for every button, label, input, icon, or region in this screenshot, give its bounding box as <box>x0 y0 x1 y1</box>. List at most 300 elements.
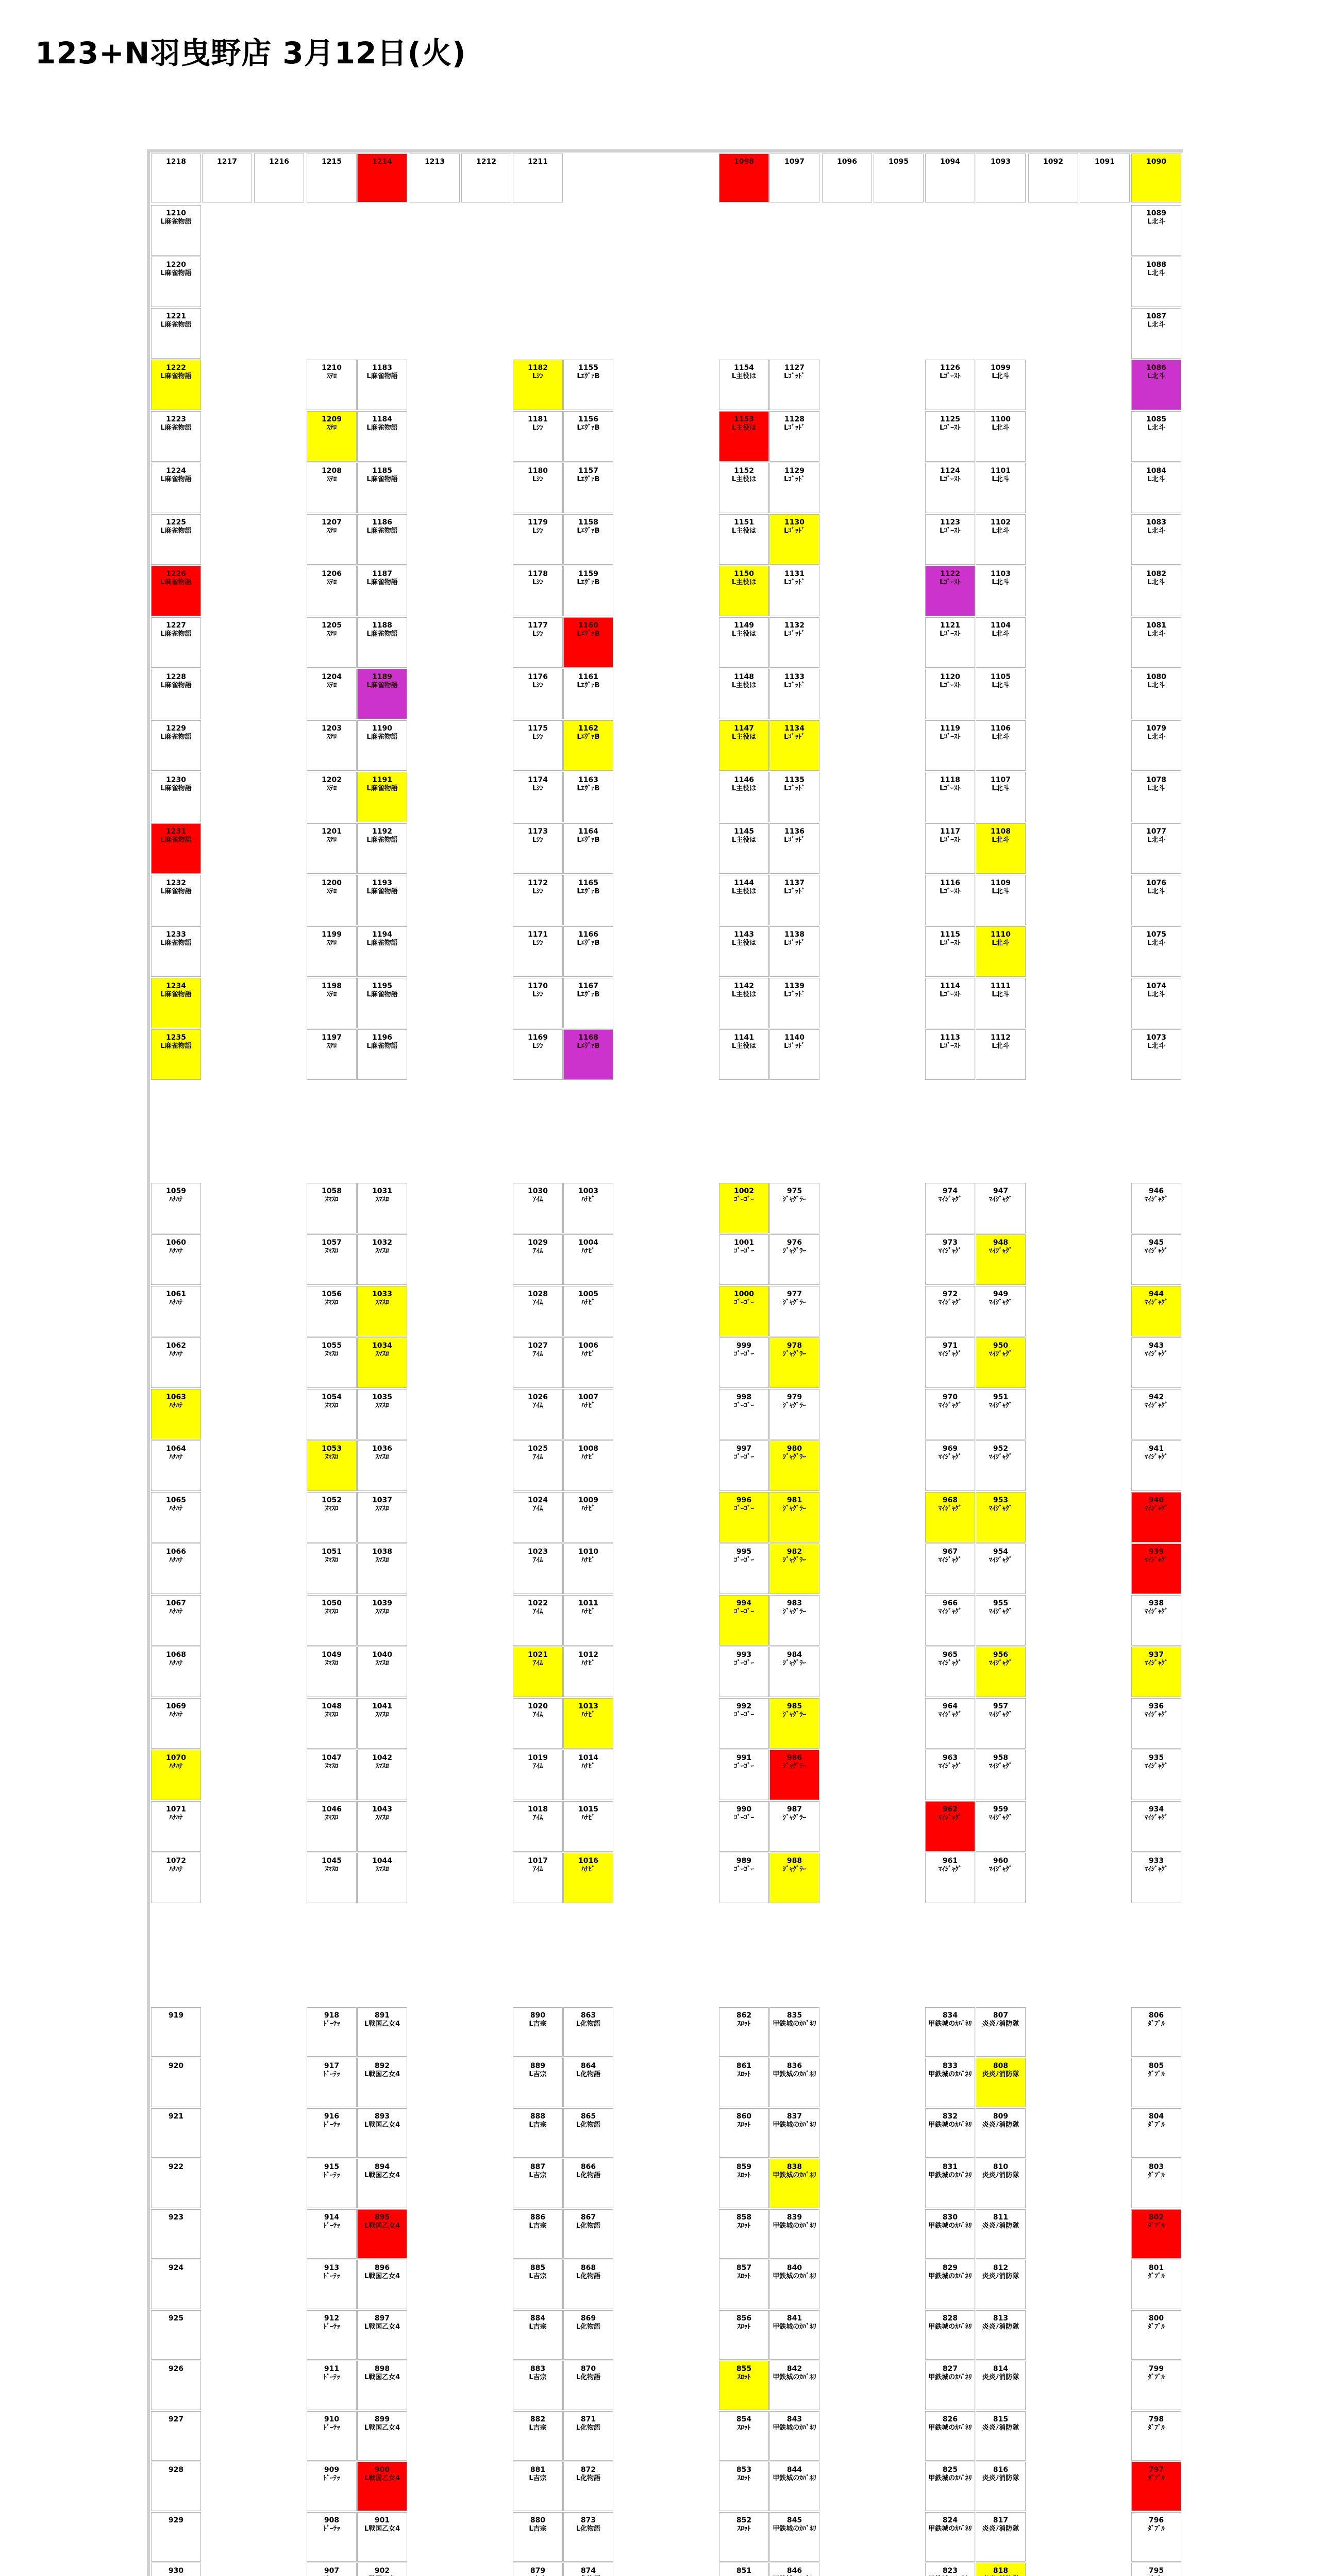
machine-cell <box>307 617 357 668</box>
machine-name: L北斗 <box>992 630 1010 638</box>
machine-number: 954 <box>993 1548 1009 1556</box>
machine-number: 830 <box>942 2213 958 2222</box>
machine-cell <box>822 154 872 202</box>
machine-cell <box>357 2411 407 2461</box>
machine-number: 956 <box>993 1651 1009 1659</box>
machine-cell <box>769 1647 819 1697</box>
machine-name: ｽﾏｽﾛ <box>325 1505 339 1513</box>
machine-name: ﾄﾞｰﾃｯ <box>323 2172 340 2179</box>
machine-number: 944 <box>1148 1290 1164 1298</box>
machine-name: ｺﾞｰｺﾞｰ <box>734 1711 754 1719</box>
machine-name: Lｺﾞｰｽﾄ <box>940 733 961 741</box>
machine-cell <box>563 2512 613 2562</box>
machine-cell <box>357 1389 407 1439</box>
machine-name: ｽﾏｽﾛ <box>325 1247 339 1255</box>
machine-number: 1081 <box>1146 621 1166 630</box>
machine-name: L麻雀物語 <box>160 424 192 432</box>
machine-name: ｽﾛｯﾄ <box>737 2020 751 2028</box>
machine-name: L化物語 <box>576 2424 601 2432</box>
machine-number: 1068 <box>166 1651 186 1659</box>
machine-number: 900 <box>374 2466 390 2474</box>
machine-cell <box>563 360 613 410</box>
machine-number: 1172 <box>528 879 548 887</box>
machine-cell <box>719 1595 769 1646</box>
machine-cell <box>1131 2310 1181 2360</box>
machine-number: 973 <box>942 1239 958 1247</box>
machine-name: ｽﾏｽﾛ <box>375 1866 389 1873</box>
machine-number: 801 <box>1148 2264 1164 2272</box>
machine-name: ｽﾏｽﾛ <box>375 1196 389 1204</box>
machine-cell <box>151 2563 201 2576</box>
machine-number: 1203 <box>322 724 342 733</box>
machine-number: 845 <box>786 2516 802 2524</box>
machine-name: L北斗 <box>1147 939 1165 947</box>
machine-cell <box>769 1029 819 1080</box>
machine-name: Lｺﾞｰｽﾄ <box>940 836 961 844</box>
machine-name: 甲鉄城のｶﾊﾞﾈﾘ <box>928 2172 972 2179</box>
machine-name: L麻雀物語 <box>160 888 192 895</box>
machine-cell <box>719 2108 769 2158</box>
machine-name: L北斗 <box>1147 630 1165 638</box>
machine-cell <box>357 360 407 410</box>
machine-name: ﾏｲｼﾞｬｸﾞ <box>1144 1453 1168 1461</box>
machine-number: 1050 <box>322 1599 342 1607</box>
machine-number: 1088 <box>1146 261 1166 269</box>
machine-name: L化物語 <box>576 2323 601 2331</box>
machine-number: 1155 <box>578 364 598 372</box>
machine-name: LｴｳﾞｧB <box>577 579 600 586</box>
machine-name: L主役は <box>731 939 757 947</box>
machine-name: LｴｳﾞｧB <box>577 424 600 432</box>
machine-name: ｱｲﾑ <box>532 1350 543 1358</box>
machine-number: 1102 <box>991 518 1011 527</box>
machine-name: ﾏｲｼﾞｬｸﾞ <box>1144 1556 1168 1564</box>
machine-name: ｺﾞｰｺﾞｰ <box>734 1402 754 1410</box>
machine-number: 1140 <box>784 1033 805 1042</box>
machine-name: 甲鉄城のｶﾊﾞﾈﾘ <box>928 2525 972 2533</box>
machine-number: 1090 <box>1146 158 1166 166</box>
machine-name: ﾏｲｼﾞｬｸﾞ <box>989 1556 1013 1564</box>
machine-number: 962 <box>942 1805 958 1814</box>
machine-cell <box>925 1440 975 1491</box>
machine-name: 甲鉄城のｶﾊﾞﾈﾘ <box>928 2222 972 2230</box>
machine-cell <box>925 2159 975 2208</box>
machine-name: ｱｲﾑ <box>532 1196 543 1204</box>
machine-name: ｽﾏｽﾛ <box>375 1299 389 1307</box>
machine-number: 855 <box>736 2365 752 2373</box>
machine-name: Lｺﾞｯﾄﾞ <box>784 733 805 741</box>
machine-number: 1114 <box>940 982 960 990</box>
machine-cell <box>357 2058 407 2107</box>
machine-name: 甲鉄城のｶﾊﾞﾈﾘ <box>773 2121 816 2129</box>
machine-number: 823 <box>942 2567 958 2575</box>
machine-name: L吉宗 <box>529 2172 547 2179</box>
machine-cell <box>976 1286 1026 1336</box>
machine-cell <box>563 2563 613 2576</box>
machine-number: 889 <box>530 2062 546 2070</box>
machine-cell <box>513 978 563 1028</box>
machine-number: 951 <box>993 1393 1009 1401</box>
machine-cell <box>769 2411 819 2461</box>
machine-number: 1024 <box>528 1496 548 1504</box>
machine-number: 1233 <box>166 930 186 939</box>
machine-number: 983 <box>786 1599 802 1607</box>
machine-number: 1060 <box>166 1239 186 1247</box>
machine-name: ﾀﾞﾌﾞﾙ <box>1148 2121 1165 2129</box>
machine-name: L北斗 <box>1147 785 1165 792</box>
machine-number: 891 <box>374 2011 390 2020</box>
machine-number: 1169 <box>528 1033 548 1042</box>
machine-name: ﾄﾞｰﾃｯ <box>323 2071 340 2078</box>
machine-name: L主役は <box>731 579 757 586</box>
machine-cell <box>769 2007 819 2057</box>
machine-name: 甲鉄城のｶﾊﾞﾈﾘ <box>773 2172 816 2179</box>
machine-number: 834 <box>942 2011 958 2020</box>
machine-name: ｽﾏｽﾛ <box>325 1556 339 1564</box>
machine-name: L麻雀物語 <box>366 476 398 483</box>
machine-cell <box>307 1440 357 1491</box>
machine-name: ｱｲﾑ <box>532 1453 543 1461</box>
machine-name: Lｺﾞｰｽﾄ <box>940 527 961 535</box>
machine-name: 炎炎ﾉ消防隊 <box>982 2374 1019 2381</box>
machine-cell <box>769 514 819 565</box>
machine-name: ｺﾞｰｺﾞｰ <box>734 1608 754 1616</box>
machine-cell <box>976 2310 1026 2360</box>
machine-number: 844 <box>786 2466 802 2474</box>
machine-cell <box>563 1698 613 1749</box>
machine-name: ｱｲﾑ <box>532 1762 543 1770</box>
machine-number: 911 <box>324 2365 340 2373</box>
machine-number: 1215 <box>322 158 342 166</box>
machine-number: 926 <box>168 2365 184 2373</box>
machine-cell <box>307 1389 357 1439</box>
machine-cell <box>513 1750 563 1800</box>
machine-name: ｼﾞｬｸﾞﾗｰ <box>782 1762 807 1770</box>
machine-number: 879 <box>530 2567 546 2575</box>
machine-cell <box>563 1440 613 1491</box>
machine-cell <box>151 257 201 307</box>
machine-number: 919 <box>168 2011 184 2020</box>
machine-number: 1039 <box>372 1599 392 1607</box>
machine-name: ﾀﾞﾌﾞﾙ <box>1148 2071 1165 2078</box>
machine-name: ﾄﾞｰﾃｯ <box>323 2424 340 2432</box>
machine-number: 838 <box>786 2163 802 2171</box>
machine-number: 1064 <box>166 1445 186 1453</box>
machine-name: ﾊﾅﾊﾅ <box>169 1814 183 1822</box>
machine-number: 1124 <box>940 467 960 475</box>
machine-cell <box>769 823 819 874</box>
machine-number: 1224 <box>166 467 186 475</box>
machine-cell <box>976 2260 1026 2309</box>
machine-number: 991 <box>736 1754 752 1762</box>
machine-number: 908 <box>324 2516 340 2524</box>
machine-number: 950 <box>993 1342 1009 1350</box>
machine-name: ｱｲﾑ <box>532 1814 543 1822</box>
machine-number: 1063 <box>166 1393 186 1401</box>
machine-cell <box>976 566 1026 616</box>
machine-cell <box>769 2361 819 2410</box>
machine-number: 925 <box>168 2314 184 2323</box>
machine-name: ｽﾃﾛ <box>326 785 337 792</box>
machine-number: 1066 <box>166 1548 186 1556</box>
machine-number: 861 <box>736 2062 752 2070</box>
machine-number: 1204 <box>322 673 342 681</box>
machine-name: ﾊﾅﾋﾞ <box>581 1350 595 1358</box>
machine-cell <box>976 875 1026 925</box>
machine-number: 1183 <box>372 364 392 372</box>
machine-number: 1053 <box>322 1445 342 1453</box>
machine-number: 1083 <box>1146 518 1166 527</box>
machine-number: 1125 <box>940 415 960 423</box>
machine-name: ﾀﾞﾌﾞﾙ <box>1148 2323 1165 2331</box>
machine-number: 1195 <box>372 982 392 990</box>
machine-cell <box>1131 308 1181 359</box>
machine-cell <box>357 2512 407 2562</box>
machine-number: 860 <box>736 2112 752 2121</box>
machine-number: 1055 <box>322 1342 342 1350</box>
machine-cell <box>1131 720 1181 771</box>
machine-cell <box>357 411 407 462</box>
machine-name: ﾄﾞｰﾃｯ <box>323 2374 340 2381</box>
machine-cell <box>976 617 1026 668</box>
machine-number: 1122 <box>940 570 960 578</box>
machine-cell <box>1131 2209 1181 2259</box>
machine-name: ﾏｲｼﾞｬｸﾞ <box>989 1350 1013 1358</box>
machine-number: 1061 <box>166 1290 186 1298</box>
machine-number: 941 <box>1148 1445 1164 1453</box>
machine-number: 1022 <box>528 1599 548 1607</box>
machine-name: ﾊﾅﾋﾞ <box>581 1402 595 1410</box>
machine-cell <box>151 2209 201 2259</box>
machine-number: 955 <box>993 1599 1009 1607</box>
machine-name: L吉宗 <box>529 2525 547 2533</box>
machine-number: 918 <box>324 2011 340 2020</box>
machine-cell <box>307 2411 357 2461</box>
machine-cell <box>976 1595 1026 1646</box>
machine-cell <box>151 2159 201 2208</box>
machine-name: ｺﾞｰｺﾞｰ <box>734 1196 754 1204</box>
machine-name: ﾏｲｼﾞｬｸﾞ <box>989 1196 1013 1204</box>
machine-number: 1150 <box>734 570 754 578</box>
machine-cell <box>563 1183 613 1233</box>
left-wall <box>147 149 150 2576</box>
machine-name: ｱｲﾑ <box>532 1299 543 1307</box>
machine-name: ﾏｲｼﾞｬｸﾞ <box>989 1711 1013 1719</box>
machine-number: 1207 <box>322 518 342 527</box>
machine-cell <box>513 2108 563 2158</box>
machine-name: ﾏｲｼﾞｬｸﾞ <box>938 1299 962 1307</box>
machine-cell <box>563 1647 613 1697</box>
machine-name: ｼﾞｬｸﾞﾗｰ <box>782 1505 807 1513</box>
machine-number: 989 <box>736 1857 752 1865</box>
machine-number: 827 <box>942 2365 958 2373</box>
machine-number: 976 <box>786 1239 802 1247</box>
machine-number: 805 <box>1148 2062 1164 2070</box>
machine-name: 甲鉄城のｶﾊﾞﾈﾘ <box>773 2020 816 2028</box>
machine-cell <box>513 2411 563 2461</box>
machine-name: Lｺﾞｰｽﾄ <box>940 888 961 895</box>
machine-cell <box>719 1750 769 1800</box>
machine-number: 1120 <box>940 673 960 681</box>
machine-cell <box>1131 2159 1181 2208</box>
machine-name: L吉宗 <box>529 2273 547 2280</box>
machine-cell <box>513 2209 563 2259</box>
machine-cell <box>151 1183 201 1233</box>
machine-cell <box>719 1801 769 1852</box>
machine-cell <box>151 2058 201 2107</box>
machine-number: 1231 <box>166 827 186 836</box>
machine-number: 1214 <box>372 158 392 166</box>
machine-cell <box>925 2310 975 2360</box>
machine-name: Lｼﾝ <box>532 888 544 895</box>
machine-cell <box>769 1234 819 1285</box>
machine-number: 824 <box>942 2516 958 2524</box>
machine-cell <box>563 514 613 565</box>
machine-number: 839 <box>786 2213 802 2222</box>
machine-name: L麻雀物語 <box>366 1042 398 1050</box>
machine-number: 867 <box>580 2213 596 2222</box>
machine-cell <box>976 1234 1026 1285</box>
machine-cell <box>307 2108 357 2158</box>
machine-name: ｼﾞｬｸﾞﾗｰ <box>782 1299 807 1307</box>
machine-number: 957 <box>993 1702 1009 1710</box>
machine-name: ｽﾛｯﾄ <box>737 2273 751 2280</box>
machine-cell <box>925 1853 975 1903</box>
machine-cell <box>1131 1801 1181 1852</box>
machine-cell <box>307 1337 357 1388</box>
machine-cell <box>513 772 563 822</box>
machine-name: L麻雀物語 <box>160 630 192 638</box>
machine-cell <box>925 772 975 822</box>
machine-cell <box>563 2209 613 2259</box>
machine-cell <box>925 360 975 410</box>
machine-name: L麻雀物語 <box>366 785 398 792</box>
machine-number: 1014 <box>578 1754 598 1762</box>
machine-cell <box>307 772 357 822</box>
machine-number: 1139 <box>784 982 805 990</box>
machine-cell <box>719 1647 769 1697</box>
machine-cell <box>976 1698 1026 1749</box>
machine-cell <box>925 926 975 977</box>
machine-number: 1217 <box>217 158 237 166</box>
machine-number: 1161 <box>578 673 598 681</box>
machine-cell <box>976 2563 1026 2576</box>
machine-name: 甲鉄城のｶﾊﾞﾈﾘ <box>773 2475 816 2482</box>
machine-number: 1002 <box>734 1187 754 1195</box>
machine-name: ｽﾃﾛ <box>326 836 337 844</box>
machine-name: L主役は <box>731 424 757 432</box>
machine-cell <box>307 1234 357 1285</box>
machine-number: 1227 <box>166 621 186 630</box>
machine-cell <box>976 360 1026 410</box>
machine-name: L北斗 <box>992 527 1010 535</box>
machine-number: 1030 <box>528 1187 548 1195</box>
machine-cell <box>307 1544 357 1594</box>
machine-name: L主役は <box>731 476 757 483</box>
machine-cell <box>563 978 613 1028</box>
machine-number: 987 <box>786 1805 802 1814</box>
machine-name: L北斗 <box>992 372 1010 380</box>
machine-name: L麻雀物語 <box>160 321 192 329</box>
machine-cell <box>513 1286 563 1336</box>
machine-number: 1170 <box>528 982 548 990</box>
machine-cell <box>307 1750 357 1800</box>
machine-number: 917 <box>324 2062 340 2070</box>
machine-name: ｽﾏｽﾛ <box>325 1762 339 1770</box>
machine-number: 1015 <box>578 1805 598 1814</box>
machine-number: 872 <box>580 2466 596 2474</box>
machine-number: 1223 <box>166 415 186 423</box>
machine-name: Lｺﾞｯﾄﾞ <box>784 785 805 792</box>
machine-number: 1206 <box>322 570 342 578</box>
machine-cell <box>563 926 613 977</box>
machine-name: ﾊﾅﾊﾅ <box>169 1299 183 1307</box>
machine-name: L主役は <box>731 785 757 792</box>
machine-number: 1128 <box>784 415 805 423</box>
machine-cell <box>769 1698 819 1749</box>
machine-number: 1087 <box>1146 312 1166 320</box>
machine-cell <box>769 1286 819 1336</box>
machine-name: 甲鉄城のｶﾊﾞﾈﾘ <box>773 2222 816 2230</box>
machine-number: 1073 <box>1146 1033 1166 1042</box>
machine-number: 1008 <box>578 1445 598 1453</box>
machine-cell <box>719 823 769 874</box>
machine-cell <box>563 2007 613 2057</box>
machine-number: 1098 <box>734 158 754 166</box>
machine-number: 960 <box>993 1857 1009 1865</box>
machine-cell <box>925 875 975 925</box>
machine-name: 甲鉄城のｶﾊﾞﾈﾘ <box>773 2525 816 2533</box>
machine-cell <box>563 1595 613 1646</box>
machine-number: 1194 <box>372 930 392 939</box>
machine-cell <box>1131 463 1181 513</box>
machine-cell <box>719 617 769 668</box>
machine-cell <box>1131 154 1181 202</box>
machine-number: 858 <box>736 2213 752 2222</box>
machine-name: L主役は <box>731 527 757 535</box>
machine-cell <box>769 1853 819 1903</box>
machine-number: 1112 <box>991 1033 1011 1042</box>
machine-cell <box>513 1647 563 1697</box>
machine-number: 994 <box>736 1599 752 1607</box>
machine-name: ｽﾏｽﾛ <box>375 1762 389 1770</box>
machine-cell <box>719 566 769 616</box>
machine-cell <box>513 411 563 462</box>
machine-cell <box>307 2159 357 2208</box>
machine-cell <box>719 514 769 565</box>
machine-number: 1197 <box>322 1033 342 1042</box>
machine-name: ﾀﾞﾌﾞﾙ <box>1148 2374 1165 2381</box>
machine-name: ﾏｲｼﾞｬｸﾞ <box>938 1866 962 1873</box>
machine-cell <box>513 2058 563 2107</box>
machine-name: L麻雀物語 <box>366 888 398 895</box>
machine-cell <box>563 2058 613 2107</box>
machine-number: 1182 <box>528 364 548 372</box>
machine-cell <box>513 2007 563 2057</box>
machine-name: L北斗 <box>1147 579 1165 586</box>
machine-name: ｽﾏｽﾛ <box>375 1247 389 1255</box>
machine-name: Lｼﾝ <box>532 1042 544 1050</box>
machine-number: 1168 <box>578 1033 598 1042</box>
machine-name: L戦国乙女4 <box>364 2424 400 2432</box>
machine-cell <box>151 463 201 513</box>
machine-number: 1110 <box>991 930 1011 939</box>
machine-cell <box>151 1440 201 1491</box>
machine-name: L主役は <box>731 991 757 998</box>
machine-number: 1126 <box>940 364 960 372</box>
machine-cell <box>719 2058 769 2107</box>
machine-number: 1036 <box>372 1445 392 1453</box>
